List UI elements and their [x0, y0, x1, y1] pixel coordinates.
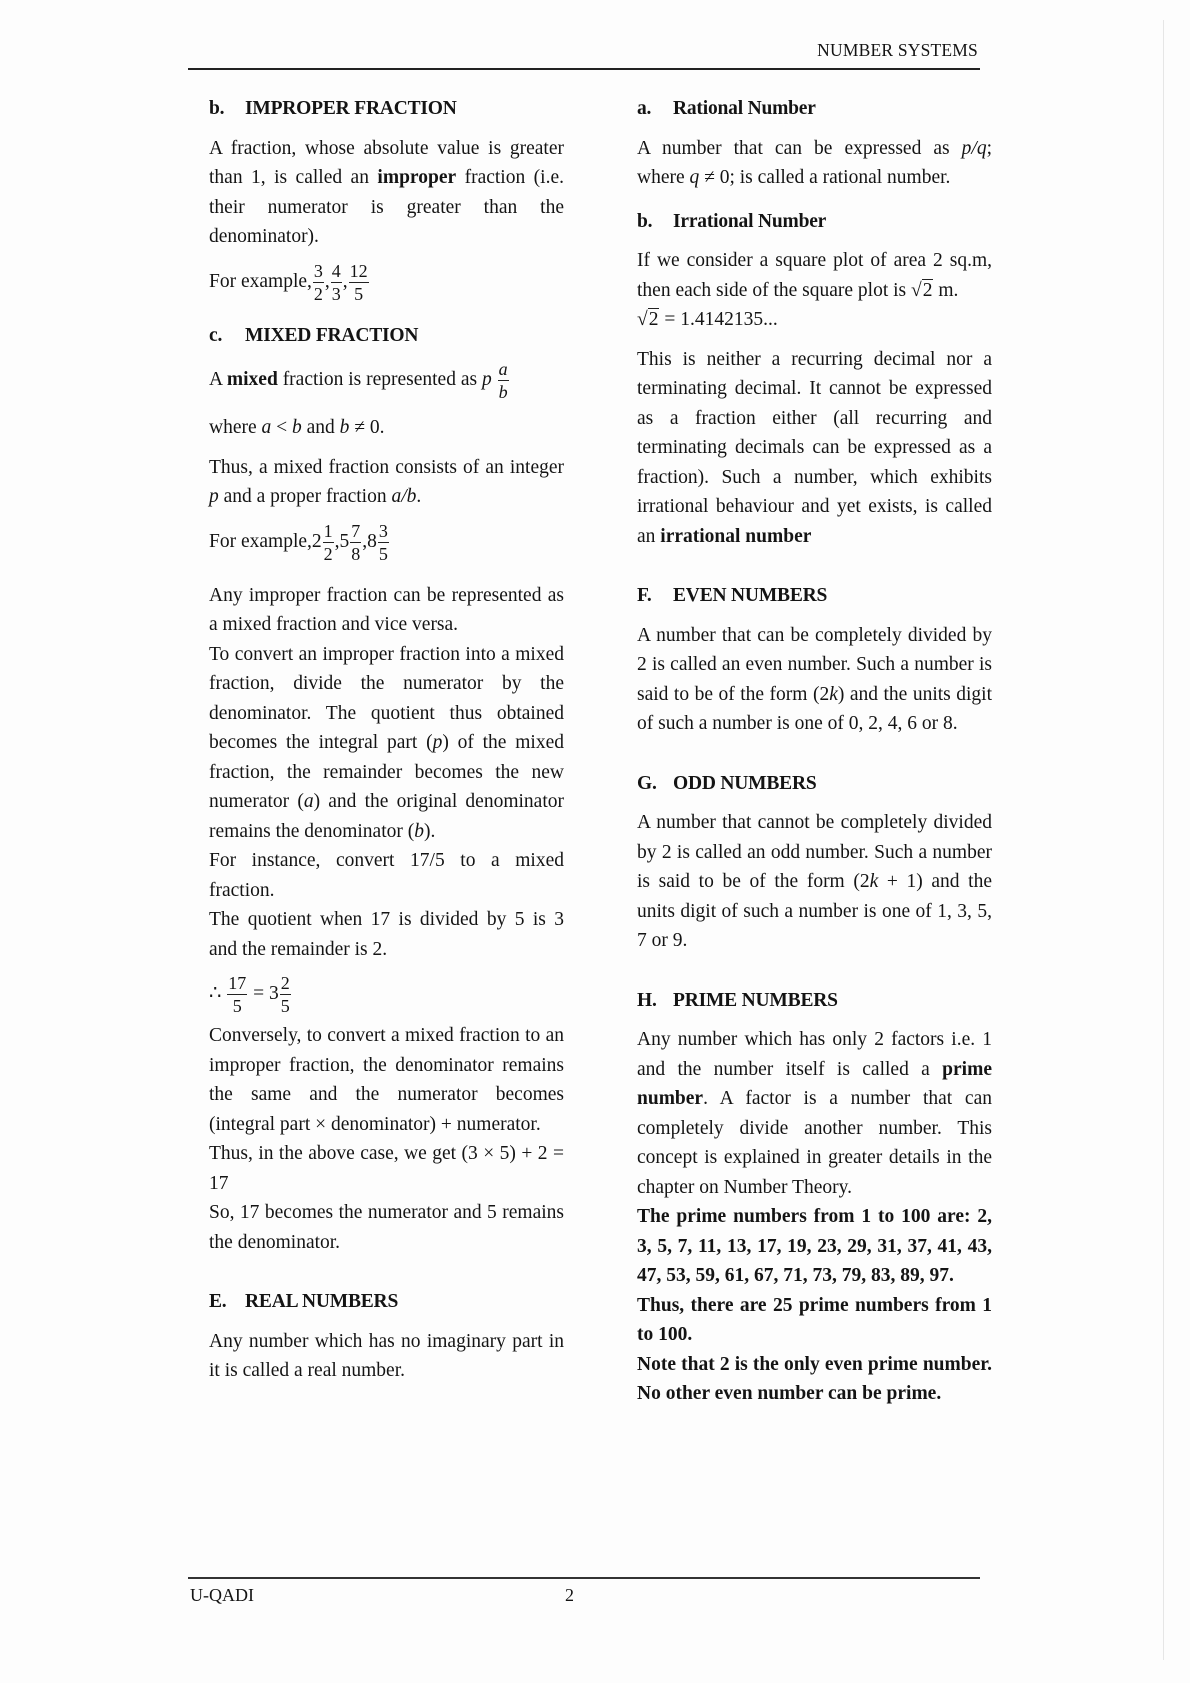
prime-even-note: Note that 2 is the only even prime number. No other even number can be prime. — [637, 1353, 992, 1404]
sqrt2-value: √2 = 1.4142135... — [637, 305, 992, 335]
irrational-explanation: This is neither a recurring decimal nor a terminating decimal. It cannot be expressed as a fraction either (all recurring and terminating decimals can be expressed as a fraction). Such a number, which exhibits irrational behaviour and yet exists, is called an irrational number — [637, 348, 992, 547]
left-column — [209, 94, 564, 1396]
rational-definition: A number that can be expressed as p/q; where q ≠ 0; is called a rational number. — [637, 137, 992, 188]
fraction: $\frac{a}{b}$ — [498, 359, 508, 402]
fraction: $\frac{1}{2}$ — [323, 520, 333, 564]
mixed-equation: ∴ $\frac{17}{5}$ = 3 $\frac{2}{5}$ — [209, 973, 290, 1016]
mixed-para-convert: To convert an improper fraction into a mixed fraction, divide the numerator by the denominator. The quotient thus obtained becomes the integral part (p) of the mixed fraction, the remainder becomes the new numerator (a) and the original denominator remains the denominator (b). — [209, 643, 564, 842]
odd-definition: A number that cannot be completely divided by 2 is called an odd number. Such a number is said to be of the form (2k + 1) and the units digit of such a number is one of 1, 3, 5, 7 or 9. — [637, 812, 992, 951]
page-number: 2 — [565, 1585, 574, 1605]
section-heading-irrational-number: b. Irrational Number — [637, 210, 827, 232]
section-heading-mixed-fraction: c. MIXED FRACTION — [209, 324, 419, 346]
mixed-composition: Thus, a mixed fraction consists of an integer p and a proper fraction a/b. — [209, 456, 564, 507]
section-heading-real-numbers: E. REAL NUMBERS — [209, 1291, 399, 1312]
fraction: $\frac{17}{5}$ — [228, 973, 247, 1016]
prime-count-note: Thus, there are 25 prime numbers from 1 to 100. — [637, 1294, 992, 1345]
section-heading-improper-fraction: b. IMPROPER FRACTION — [209, 98, 457, 119]
fraction: $\frac{2}{5}$ — [280, 973, 290, 1016]
improper-definition: A fraction, whose absolute value is greater than 1, is called an improper fraction (i.e. their numerator is greater than the denominator). — [209, 137, 564, 247]
sqrt-2: √2 — [637, 309, 659, 330]
mixed-para-above-case: Thus, in the above case, we get (3 × 5) + 2 = 17 — [209, 1143, 564, 1194]
footer-rule — [188, 1577, 980, 1579]
even-definition: A number that can be completely divided by 2 is called an even number. Such a number is said to be of the form (2k) and the units digit of such a number is one of 0, 2, 4, 6 or 8. — [637, 624, 993, 734]
prime-definition: Any number which has only 2 factors i.e. 1 and the number itself is called a prime number. A factor is a number that can completely divide another number. This concept is explained in greater details in the chapter on Number Theory. — [637, 1029, 992, 1198]
section-heading-prime-numbers: H. PRIME NUMBERS — [637, 989, 838, 1011]
mixed-para-result: So, 17 becomes the numerator and 5 remains the denominator. — [209, 1202, 564, 1253]
fraction: $\frac{4}{3}$ — [331, 260, 341, 304]
irrational-plot: If we consider a square plot of area 2 sq.m, then each side of the square plot is √2 m. — [637, 246, 992, 305]
header-rule — [188, 68, 980, 70]
mixed-para-quotient: The quotient when 17 is divided by 5 is 3 and the remainder is 2. — [209, 909, 564, 960]
prime-list: The prime numbers from 1 to 100 are: 2, 3, 5, 7, 11, 13, 17, 19, 23, 29, 31, 37, 41, 43, 47, 53, 59, 61, 67, 71, 73, 79, 83, 89, 97. — [637, 1206, 992, 1286]
real-definition: Any number which has no imaginary part in it is called a real number. — [209, 1330, 564, 1381]
section-heading-odd-numbers: G. ODD NUMBERS — [637, 772, 817, 794]
fraction: $\frac{3}{2}$ — [313, 260, 323, 304]
running-header: NUMBER SYSTEMS — [817, 40, 978, 60]
mixed-definition: A mixed fraction is represented as p $\frac{a}{b}$ — [209, 359, 508, 402]
mixed-para-vice-versa: Any improper fraction can be represented as a mixed fraction and vice versa. — [209, 584, 564, 635]
section-heading-rational-number: a. Rational Number — [637, 98, 816, 119]
sqrt-2: √2 — [911, 279, 933, 301]
section-heading-even-numbers: F. EVEN NUMBERS — [637, 585, 828, 606]
mixed-para-instance: For instance, convert 17/5 to a mixed fraction. — [209, 850, 564, 901]
improper-examples: For example, $\frac{3}{2}$ , $\frac{4}{3}$ , $\frac{12}{5}$ — [209, 260, 368, 304]
fraction: $\frac{3}{5}$ — [378, 520, 388, 564]
scan-edge — [1163, 20, 1164, 1660]
mixed-examples: For example,2 $\frac{1}{2}$ ,5 $\frac{7}{8}$ ,8 $\frac{3}{5}$ — [209, 520, 388, 564]
right-column — [637, 94, 992, 1409]
footer-publisher: U-QADI — [190, 1585, 254, 1605]
fraction: $\frac{7}{8}$ — [351, 520, 361, 564]
mixed-para-conversely: Conversely, to convert a mixed fraction to an improper fraction, the denominator remains the same and the numerator becomes (integral part × denominator) + numerator. — [209, 1025, 564, 1135]
mixed-condition: where a < b and b ≠ 0. — [209, 417, 385, 438]
fraction: $\frac{12}{5}$ — [349, 260, 368, 304]
